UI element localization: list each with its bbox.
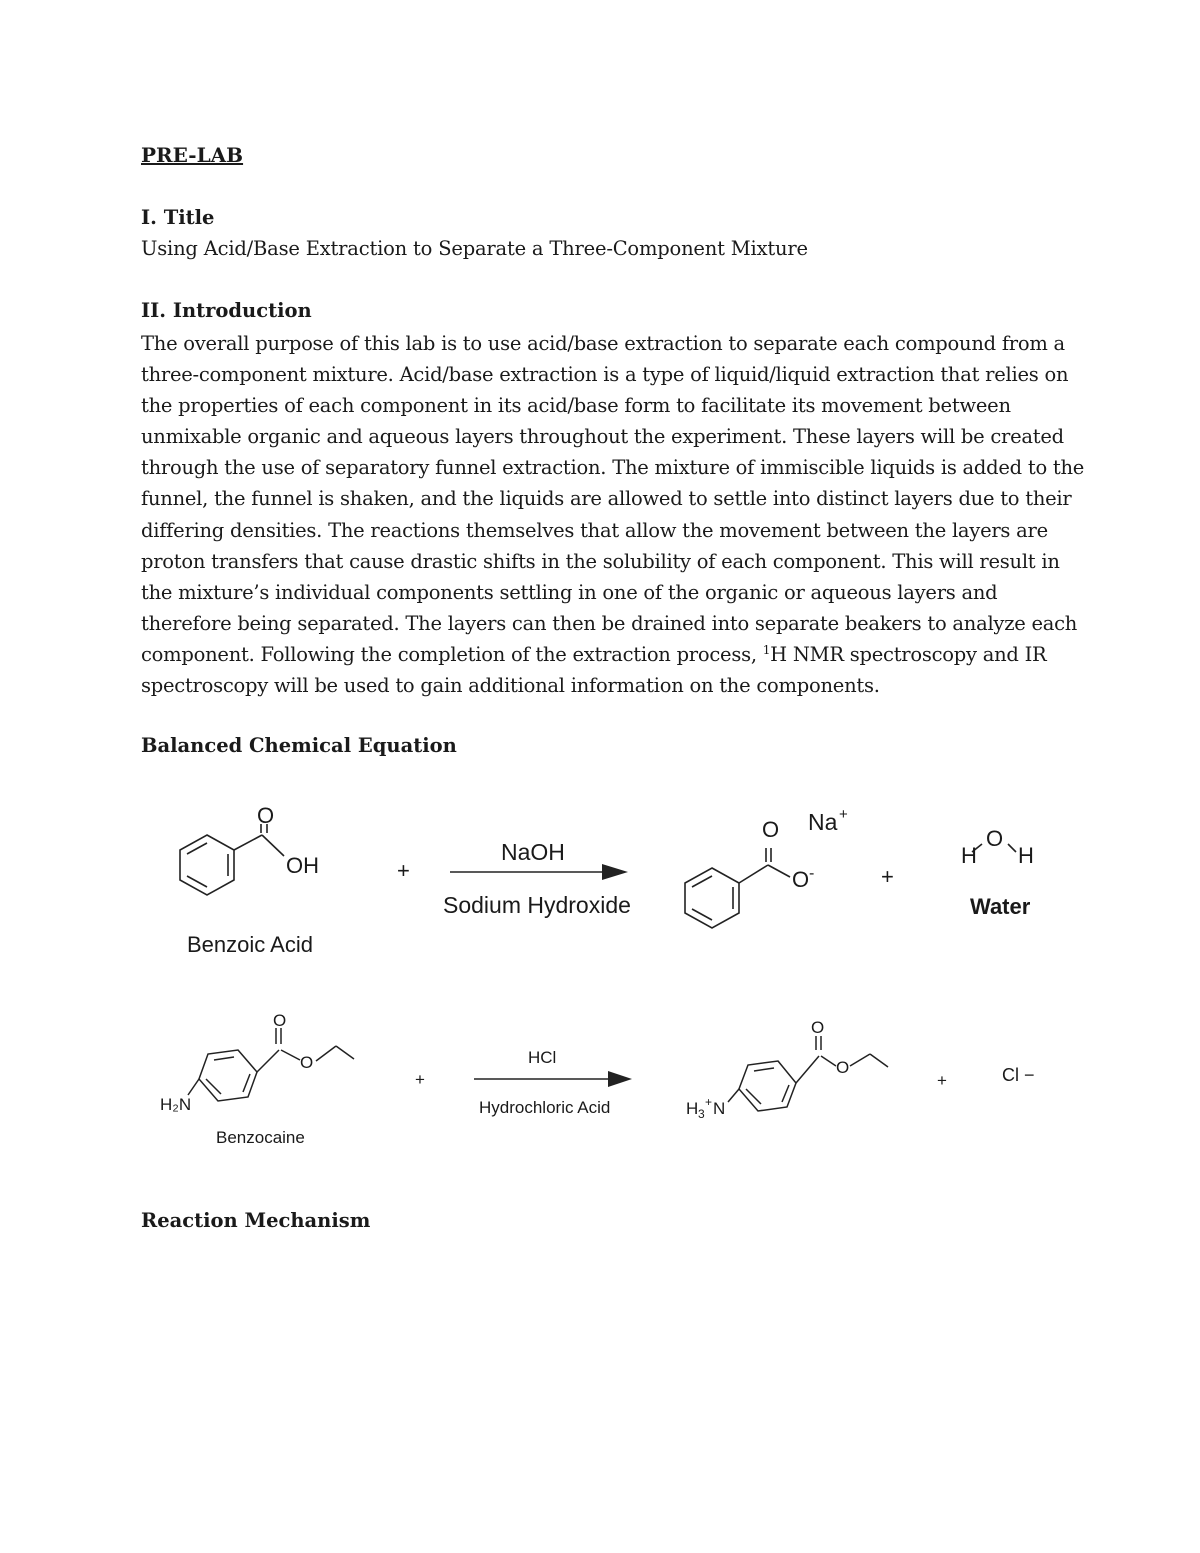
intro-line: through the use of separatory funnel extraction. The mixture of immiscible liquids is added to the xyxy=(141,456,1085,480)
page-heading: PRE-LAB xyxy=(141,143,244,167)
plus-sign: + xyxy=(937,1071,947,1090)
section-title-reaction-mechanism: Reaction Mechanism xyxy=(141,1209,371,1232)
atom-label: O xyxy=(986,826,1004,851)
reaction-scheme-naoh xyxy=(150,790,1070,970)
introduction-paragraph xyxy=(141,328,1085,701)
section-title-balanced-equation: Balanced Chemical Equation xyxy=(141,734,457,757)
charge-label: + xyxy=(705,1095,713,1109)
intro-line xyxy=(141,639,1066,670)
plus-sign: + xyxy=(397,858,410,883)
atom-label: OH xyxy=(286,853,319,878)
intro-line: therefore being separated. The layers can then be drained into separate beakers to analyze each xyxy=(141,611,1078,635)
amine-label: H xyxy=(686,1099,699,1118)
atom-label: O xyxy=(273,1011,287,1030)
reagent-name: Sodium Hydroxide xyxy=(443,892,631,918)
atom-label: O xyxy=(257,803,275,828)
intro-line: differing densities. The reactions themselves that allow the movement between the layers are xyxy=(141,518,1048,542)
plus-sign: + xyxy=(881,864,894,889)
arrow-head xyxy=(602,864,628,880)
intro-line: The overall purpose of this lab is to use acid/base extraction to separate each compound from a xyxy=(141,332,1065,355)
lab-title-text: Using Acid/Base Extraction to Separate a Three-Component Mixture xyxy=(141,237,808,260)
charge-label: + xyxy=(839,806,848,823)
amine-label: N xyxy=(713,1099,726,1118)
intro-line: the mixture’s individual components settling in one of the organic or aqueous layers and xyxy=(141,580,998,604)
reagent-formula: HCl xyxy=(528,1048,557,1067)
amine-label: H₂N xyxy=(160,1095,192,1114)
compound-name: Water xyxy=(970,894,1031,919)
intro-line: three-component mixture. Acid/base extraction is a type of liquid/liquid extraction that relies on xyxy=(141,363,1069,387)
reagent-formula: NaOH xyxy=(501,839,565,865)
section-title-title: I. Title xyxy=(141,206,215,229)
subscript: 3 xyxy=(698,1107,705,1121)
intro-line: proton transfers that cause drastic shifts in the solubility of each component. This will result in xyxy=(141,549,1060,573)
intro-line: the properties of each component in its acid/base form to facilitate its movement between xyxy=(141,394,1011,418)
atom-label: O xyxy=(836,1058,850,1077)
atom-label: O xyxy=(792,867,810,892)
section-title-introduction: II. Introduction xyxy=(141,299,312,322)
atom-label: O xyxy=(300,1053,314,1072)
atom-label: O xyxy=(762,817,780,842)
intro-line: funnel, the funnel is shaken, and the liquids are allowed to settle into distinct layers due to their xyxy=(141,487,1072,511)
intro-line: unmixable organic and aqueous layers throughout the experiment. These layers will be created xyxy=(141,425,1064,449)
intro-line-part: H NMR spectroscopy and IR xyxy=(770,642,1047,666)
compound-name: Benzocaine xyxy=(216,1128,305,1147)
atom-label: H xyxy=(1018,843,1034,868)
atom-label: H xyxy=(961,843,977,868)
reagent-name: Hydrochloric Acid xyxy=(479,1098,611,1117)
atom-label: O xyxy=(811,1018,825,1037)
cation-label: Na xyxy=(808,809,838,835)
charge-label: - xyxy=(809,865,815,882)
superscript: 1 xyxy=(762,642,771,657)
plus-sign: + xyxy=(415,1070,425,1089)
arrow-head xyxy=(608,1071,632,1087)
compound-name: Benzoic Acid xyxy=(187,932,313,957)
intro-line-part: component. Following the completion of the extraction process, xyxy=(141,642,763,666)
reaction-scheme-hcl xyxy=(150,1000,1070,1160)
chloride-label: Cl − xyxy=(1002,1065,1035,1085)
intro-line: spectroscopy will be used to gain additional information on the components. xyxy=(141,674,880,698)
